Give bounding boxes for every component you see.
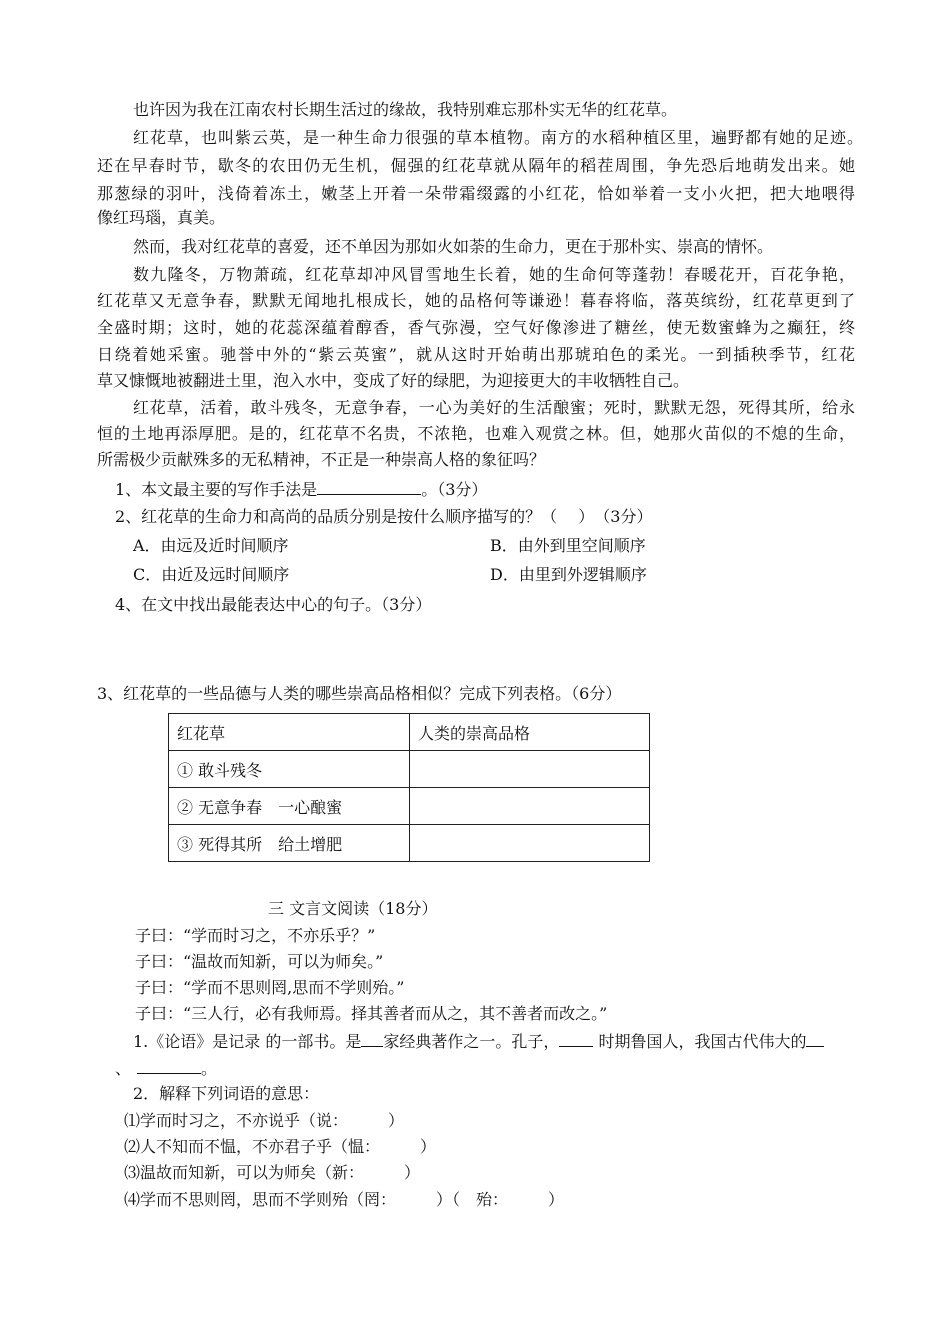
- table-cell-virtue: ② 无意争春 一心酿蜜: [169, 788, 410, 825]
- word-meaning-item-1: ⑴学而时习之，不亦说乎（说： ）: [124, 1111, 405, 1130]
- question-1-suffix: 。（3分）: [421, 480, 488, 499]
- passage-paragraph-2-line-2: 还在早春时节，歇冬的农田仍无生机，倔强的红花草就从隔年的稻茬周围，争先恐后地萌发出来。她: [97, 156, 855, 175]
- passage-paragraph-4-line-5: 草又慷慨地被翻进土里，泡入水中，变成了好的绿肥，为迎接更大的丰收牺牲自己。: [97, 371, 690, 390]
- question-2-option-d[interactable]: D．由里到外逻辑顺序: [490, 565, 647, 584]
- passage-paragraph-4-line-3: 全盛时期；这时，她的花蕊深蕴着醇香，香气弥漫，空气好像渗进了糖丝，使无数蜜蜂为之癫狂，终: [97, 318, 855, 337]
- passage-paragraph-4-line-4: 日绕着她采蜜。驰誉中外的“紫云英蜜”，就从这时开始萌出那琥珀色的柔光。一到插秧季节，红花: [97, 345, 855, 364]
- passage-paragraph-4-line-1: 数九隆冬，万物萧疏，红花草却冲风冒雪地生长着，她的生命何等蓬勃！春暖花开，百花争艳，: [133, 265, 855, 284]
- question-4: 4、在文中找出最能表达中心的句子。（3分）: [115, 595, 432, 614]
- analects-quote-4: 子曰：“三人行，必有我师焉。择其善者而从之，其不善者而改之。”: [135, 1004, 608, 1023]
- table-header-cell: 红花草: [169, 714, 410, 751]
- section-3-question-1-line-1: [133, 1030, 824, 1053]
- q1-text-a: 1.《论语》是记录 的一部书。是: [133, 1032, 362, 1051]
- section-3-question-2-title: 2．解释下列词语的意思：: [133, 1084, 320, 1103]
- virtue-comparison-table: [168, 713, 650, 862]
- question-2-option-b[interactable]: B．由外到里空间顺序: [490, 536, 646, 555]
- analects-quote-3: 子曰：“学而不思则罔,思而不学则殆。”: [135, 978, 405, 997]
- passage-paragraph-1: 也许因为我在江南农村长期生活过的缘故，我特别难忘那朴实无华的红花草。: [133, 100, 678, 119]
- question-1-answer-blank[interactable]: [317, 478, 421, 495]
- table-cell-answer[interactable]: [410, 788, 650, 825]
- word-meaning-item-4: ⑷学而不思则罔，思而不学则殆（罔： ）（ 殆： ）: [124, 1190, 565, 1209]
- q1-text-c: 时期鲁国人，我国古代伟大的: [593, 1032, 807, 1051]
- question-1: [115, 478, 487, 501]
- role-blank-2[interactable]: [137, 1057, 201, 1074]
- table-row: [169, 788, 650, 825]
- analects-quote-2: 子曰：“温故而知新，可以为师矣。”: [135, 952, 384, 971]
- q1-text-d: 、: [115, 1059, 132, 1078]
- period-blank[interactable]: [559, 1030, 593, 1047]
- passage-paragraph-5-line-3: 所需极少贡献殊多的无私精神，不正是一种崇高人格的象征吗？: [97, 450, 546, 469]
- table-row: [169, 751, 650, 788]
- passage-paragraph-4-line-2: 红花草又无意争春，默默无闻地扎根成长，她的品格何等谦逊！暮春将临，落英缤纷，红花草更到了: [97, 291, 855, 310]
- question-2-option-a[interactable]: A．由远及近时间顺序: [133, 536, 289, 555]
- question-2-option-c[interactable]: C．由近及远时间顺序: [133, 565, 290, 584]
- question-2: 2、红花草的生命力和高尚的品质分别是按什么顺序描写的？（ ） （3分）: [115, 507, 653, 526]
- word-meaning-item-2: ⑵人不知而不愠，不亦君子乎（愠： ）: [124, 1137, 437, 1156]
- passage-paragraph-3: 然而，我对红花草的喜爱，还不单因为那如火如荼的生命力，更在于那朴实、崇高的情怀。: [133, 237, 774, 256]
- section-3-question-1-line-2: [115, 1057, 217, 1080]
- table-cell-answer[interactable]: [410, 751, 650, 788]
- school-blank[interactable]: [361, 1030, 383, 1047]
- passage-paragraph-2-line-3: 那葱绿的羽叶，浅倚着冻土，嫩茎上开着一朵带霜缀露的小红花，恰如举着一支小火把，把大地喂得: [97, 184, 855, 203]
- passage-paragraph-5-line-1: 红花草，活着，敢斗残冬，无意争春，一心为美好的生活酿蜜；死时，默默无怨，死得其所，给永: [133, 398, 855, 417]
- analects-quote-1: 子曰：“学而时习之，不亦乐乎？”: [135, 926, 376, 945]
- q1-text-b: 家经典著作之一。孔子，: [383, 1032, 560, 1051]
- table-header-cell: 人类的崇高品格: [410, 714, 650, 751]
- passage-paragraph-2-line-1: 红花草，也叫紫云英，是一种生命力很强的草本植物。南方的水稻种植区里，遍野都有她的足迹。: [133, 128, 863, 147]
- word-meaning-item-3: ⑶温故而知新，可以为师矣（新： ）: [124, 1163, 421, 1182]
- question-3: 3、红花草的一些品德与人类的哪些崇高品格相似？完成下列表格。（6分）: [97, 684, 622, 703]
- role-blank-1[interactable]: [806, 1030, 824, 1047]
- table-cell-answer[interactable]: [410, 825, 650, 862]
- table-header-row: [169, 714, 650, 751]
- question-1-prefix: 1、本文最主要的写作手法是: [115, 480, 318, 499]
- passage-paragraph-2-line-4: 像红玛瑙，真美。: [97, 208, 226, 227]
- table-cell-virtue: ① 敢斗残冬: [169, 751, 410, 788]
- table-row: [169, 825, 650, 862]
- section-3-title: 三 文言文阅读（18分）: [268, 899, 438, 918]
- table-cell-virtue: ③ 死得其所 给土增肥: [169, 825, 410, 862]
- passage-paragraph-5-line-2: 恒的土地再添厚肥。是的，红花草不名贵，不浓艳，也难入观赏之林。但，她那火苗似的不熄的生命，: [97, 424, 855, 443]
- q1-text-e: 。: [201, 1059, 218, 1078]
